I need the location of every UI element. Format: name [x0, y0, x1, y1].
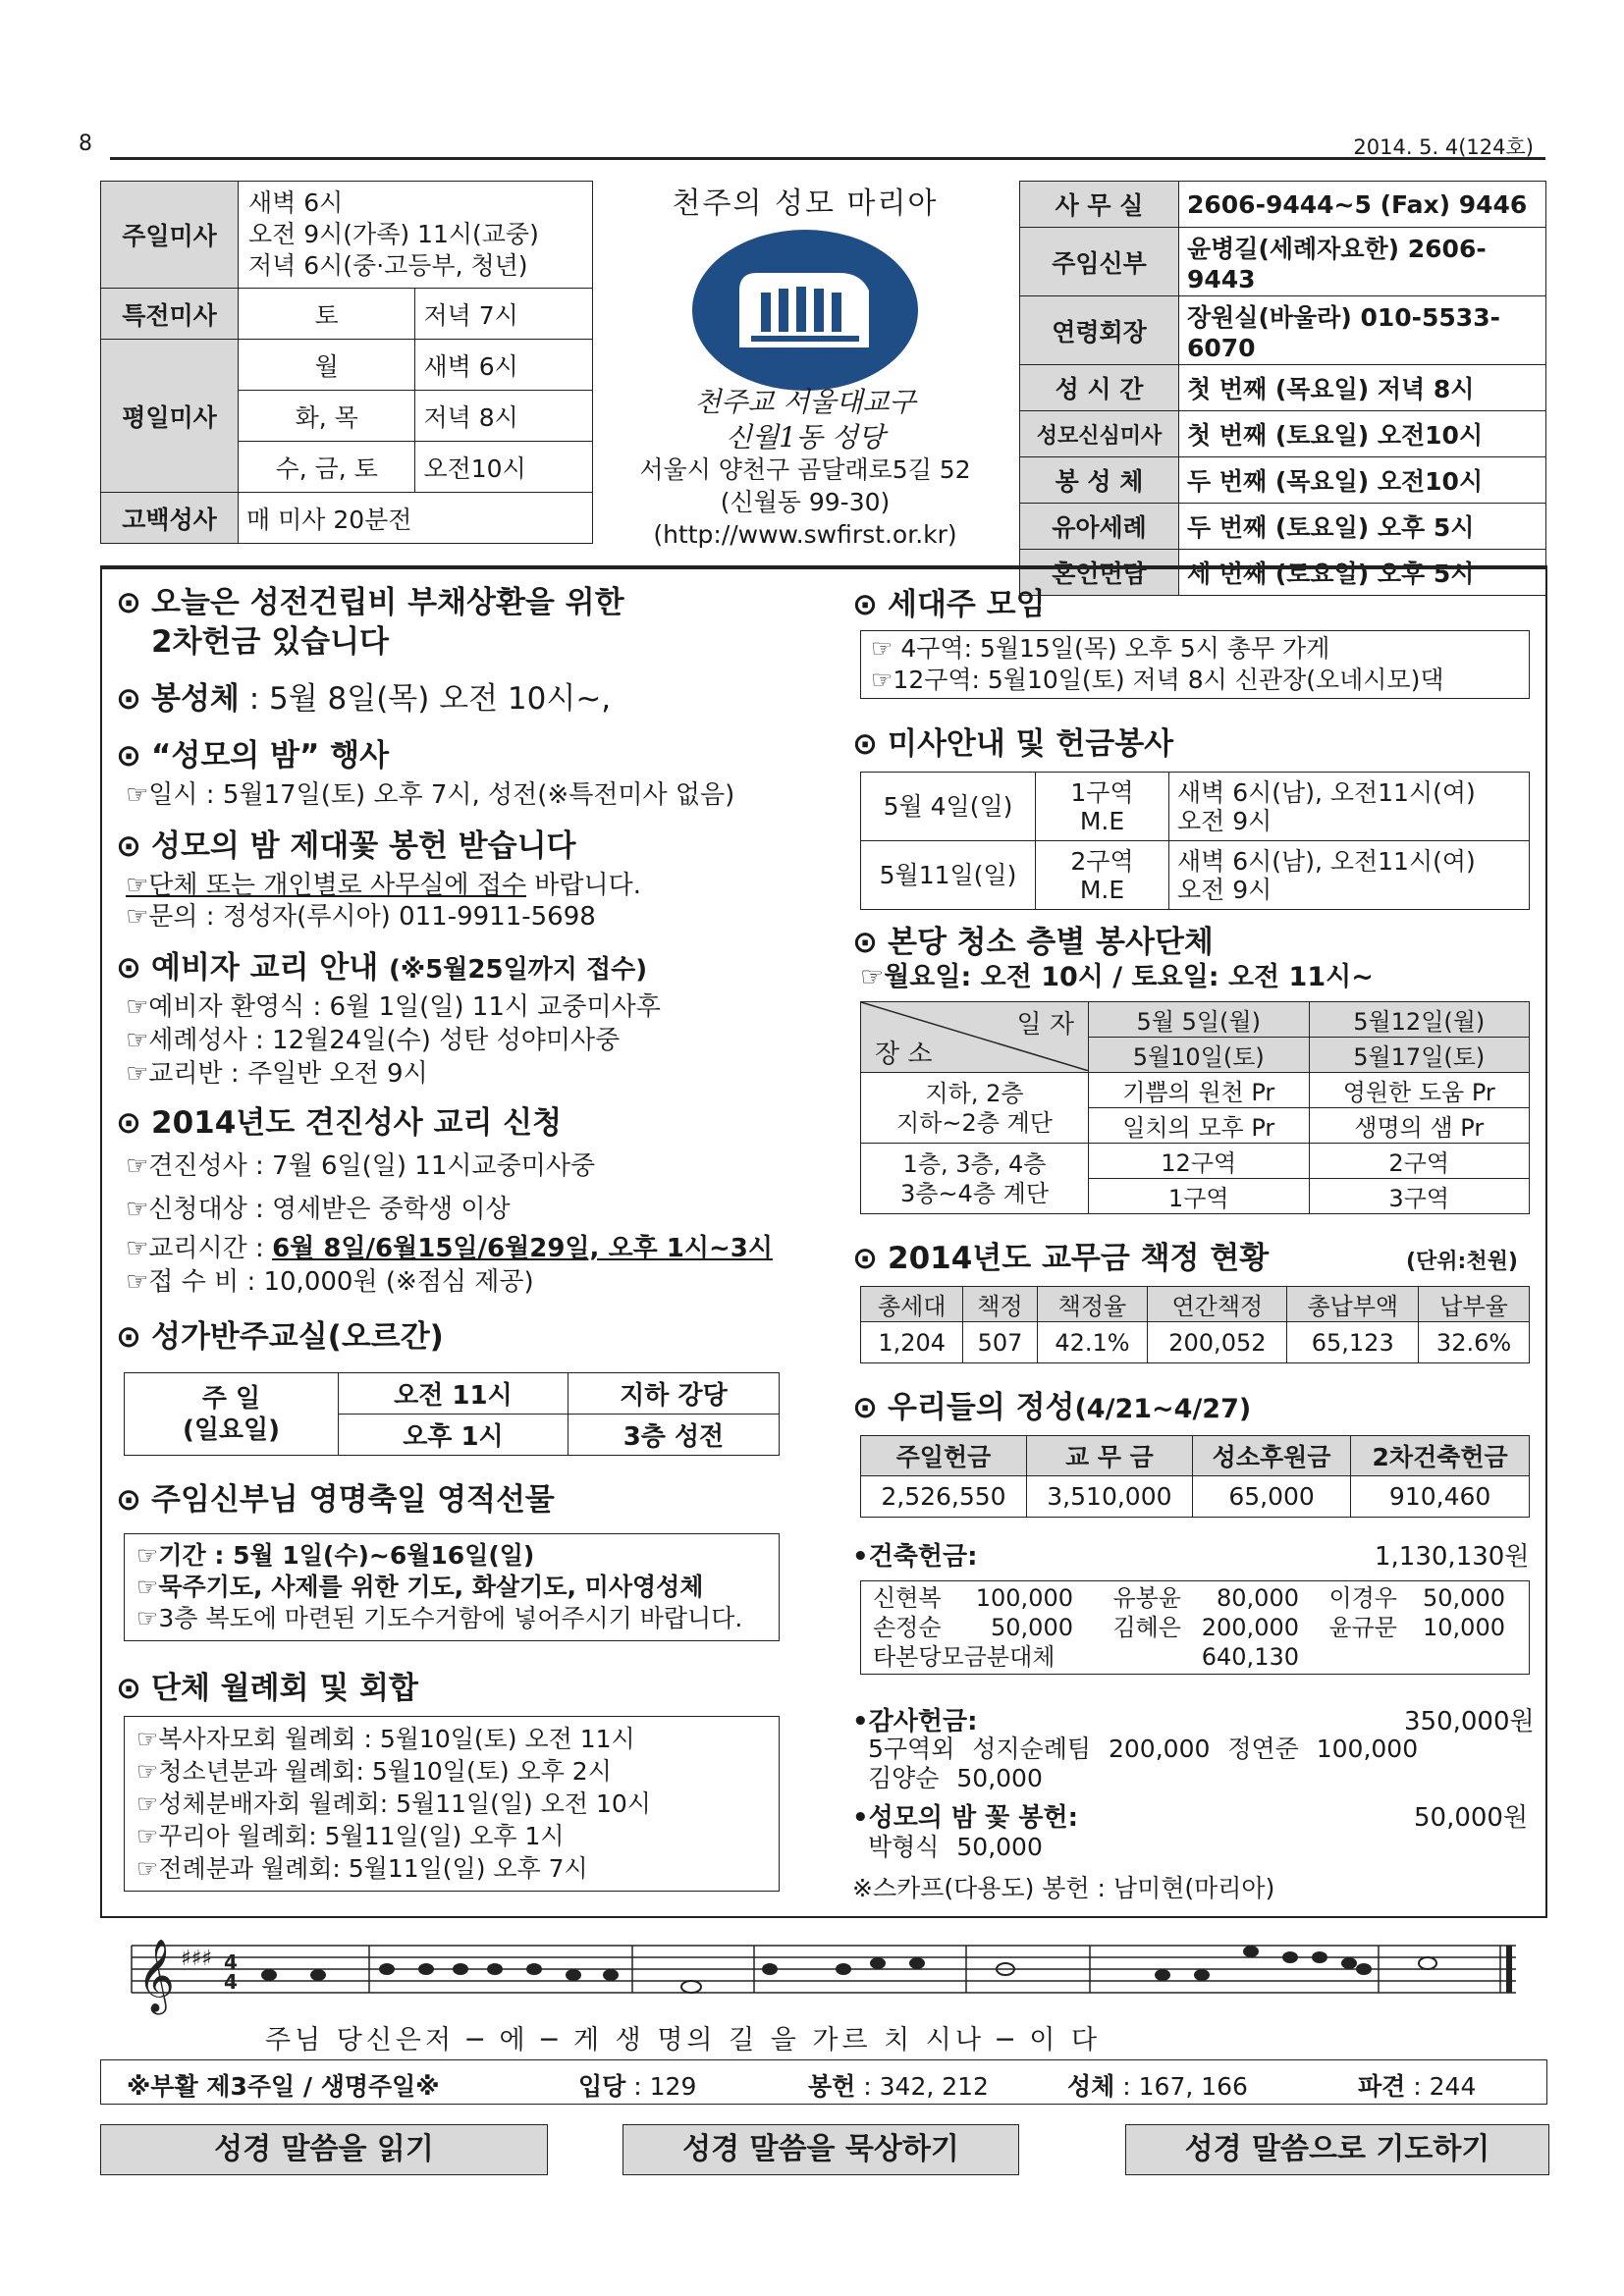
bullet-icon: ⊙	[852, 1241, 878, 1276]
notice-home-communion	[116, 679, 611, 719]
building-fund-label: •건축헌금:	[852, 1542, 978, 1572]
liturgical-week: ※부활 제3주일 / 생명주일※	[127, 2072, 440, 2101]
building-fund-total: 1,130,130원	[1375, 1542, 1530, 1572]
donor-name: 손정순	[873, 1614, 942, 1641]
may-night-datetime: ☞일시 : 5월17일(토) 오후 7시, 성전(※특전미사 없음)	[126, 780, 735, 810]
weekday-mass-day: 수, 금, 토	[239, 442, 415, 493]
building-fund-box	[860, 1580, 1530, 1675]
notice-title: 2차헌금 있습니다	[151, 624, 389, 660]
office-value: 첫 번째 (토요일) 오전10시	[1179, 411, 1546, 457]
notice-note: (※5월25일까지 접수)	[389, 955, 648, 985]
organ-day-sub: (일요일)	[182, 1415, 281, 1445]
donor-name: 이경우	[1328, 1584, 1397, 1612]
bullet-icon: ⊙	[852, 587, 878, 622]
offerings-header: 교 무 금	[1026, 1436, 1192, 1476]
dues-header: 연간책정	[1148, 1287, 1287, 1322]
office-label: 봉 성 체	[1020, 457, 1179, 504]
corner-date-label: 일 자	[1016, 1010, 1074, 1040]
notice-title: 주임신부님 영명축일 영적선물	[151, 1482, 555, 1518]
dues-value: 42.1%	[1037, 1322, 1148, 1363]
cleaning-table	[860, 1001, 1530, 1214]
bullet-icon: ⊙	[116, 681, 141, 717]
svg-text:4: 4	[224, 1970, 238, 1994]
notice-household-heads	[852, 585, 1046, 624]
donor-amount: 200,000	[1201, 1614, 1299, 1641]
bullet-icon: ⊙	[116, 1671, 141, 1706]
thanks-offering-total: 350,000원	[1404, 1707, 1535, 1736]
office-label: 성 시 간	[1020, 365, 1179, 411]
altar-flowers-underlined: ☞단체 또는 개인별로 사무실에 접수	[126, 871, 526, 900]
mass-schedule-table	[100, 181, 593, 544]
entrance-value: : 129	[625, 2072, 697, 2101]
offerings-header: 2차건축헌금	[1351, 1436, 1530, 1476]
organ-class-place: 3층 성전	[568, 1415, 779, 1456]
dues-value: 65,123	[1287, 1322, 1419, 1363]
donor-name: 유봉윤	[1112, 1584, 1181, 1612]
svg-text:♯♯♯: ♯♯♯	[181, 1947, 212, 1971]
offering-group: 1구역	[1070, 777, 1134, 807]
address-line: (신월동 99-30)	[720, 488, 891, 516]
parish-name: 신월1동 성당	[726, 421, 885, 454]
offerings-value: 65,000	[1192, 1476, 1350, 1518]
notice-organ-class	[116, 1317, 444, 1357]
dues-header: 총세대	[861, 1287, 963, 1322]
offering-group: 2구역	[1070, 846, 1134, 876]
catechumen-line: ☞교리반 : 주일반 오전 9시	[126, 1059, 428, 1089]
cleaning-group: 1구역	[1089, 1179, 1310, 1214]
household-line: ☞12구역: 5월10일(토) 저녁 8시 신관장(오네시모)댁	[871, 666, 1444, 694]
special-mass-time: 저녁 7시	[415, 289, 593, 340]
organ-class-table	[124, 1372, 780, 1456]
read-scripture-button[interactable]: 성경 말씀을 읽기	[100, 2124, 548, 2175]
dismissal-value: : 244	[1405, 2072, 1477, 2101]
offering-groups	[1036, 773, 1169, 841]
organ-class-time: 오전 11시	[339, 1373, 568, 1415]
meeting-line: ☞성체분배자회 월례회: 5월11일(일) 오전 10시	[136, 1789, 651, 1818]
place-line: 지하~2층 계단	[896, 1108, 1053, 1137]
confirmation-class-time	[126, 1233, 773, 1264]
communion-hymn	[1067, 2067, 1248, 2103]
notice-altar-flowers	[116, 827, 575, 866]
dues-value: 507	[963, 1322, 1037, 1363]
dues-header: 총납부액	[1287, 1287, 1419, 1322]
class-time-value: 6월 8일/6월15일/6월29일, 오후 1시~3시	[272, 1234, 773, 1263]
communion-label: 성체	[1067, 2072, 1115, 2101]
sheet-music	[122, 1926, 1532, 2024]
confirmation-line: ☞견진성사 : 7월 6일(일) 11시교중미사중	[126, 1151, 596, 1181]
donor-row	[873, 1613, 1517, 1642]
donor-name: 신현복	[873, 1584, 942, 1612]
office-label: 사 무 실	[1020, 182, 1179, 228]
office-value: 두 번째 (목요일) 오전10시	[1179, 457, 1546, 504]
meeting-line: ☞청소년분과 월례회: 5월10일(토) 오후 2시	[136, 1757, 612, 1786]
offerings-period: (4/21~4/27)	[1074, 1394, 1252, 1424]
notice-title: 본당 청소 층별 봉사단체	[888, 925, 1214, 960]
notice-title: 미사안내 및 헌금봉사	[888, 726, 1174, 762]
donor-amount: 640,130	[1201, 1643, 1299, 1671]
flower-offering-line: 박형식 50,000	[868, 1833, 1043, 1861]
organ-class-place: 지하 강당	[568, 1373, 779, 1415]
notice-title: “성모의 밤” 행사	[151, 738, 390, 774]
sunday-mass-label: 주일미사	[101, 182, 239, 289]
offering-group: M.E	[1079, 806, 1125, 835]
notice-title: 성가반주교실(오르간)	[151, 1319, 444, 1355]
donor-name: 김혜은	[1112, 1614, 1181, 1641]
spiritual-gift-box	[124, 1533, 780, 1641]
notice-confirmation	[116, 1103, 562, 1143]
entrance-hymn	[578, 2067, 696, 2103]
notice-title: 성모의 밤 제대꽃 봉헌 받습니다	[151, 828, 576, 864]
donor-row	[873, 1583, 1517, 1613]
meeting-line: ☞복사자모회 월례회 : 5월10일(토) 오전 11시	[136, 1725, 635, 1753]
notice-cleaning	[852, 923, 1214, 962]
offertory-hymn	[808, 2067, 989, 2103]
cleaning-corner	[861, 1002, 1089, 1073]
cleaning-date: 5월10일(토)	[1089, 1038, 1310, 1073]
donor-amount: 80,000	[1217, 1584, 1299, 1612]
offertory-label: 봉헌	[808, 2072, 856, 2101]
notice-title: 세대주 모임	[888, 587, 1046, 622]
office-value: 첫 번째 (목요일) 저녁 8시	[1179, 365, 1546, 411]
cleaning-group: 12구역	[1089, 1144, 1310, 1179]
bullet-icon: ⊙	[116, 1482, 141, 1518]
donor-name: 윤규문	[1328, 1614, 1397, 1641]
offerings-value: 2,526,550	[861, 1476, 1027, 1518]
gift-line: ☞묵주기도, 사제를 위한 기도, 화살기도, 미사영성체	[136, 1573, 704, 1601]
confession-label: 고백성사	[101, 493, 239, 544]
flower-offering-label: •성모의 밤 꽃 봉헌:	[852, 1803, 1078, 1833]
bullet-icon: ⊙	[116, 1105, 141, 1141]
cleaning-date: 5월12일(월)	[1309, 1002, 1530, 1038]
bullet-icon: ⊙	[116, 950, 141, 986]
notice-dues-status	[852, 1239, 1269, 1278]
gift-line: ☞기간 : 5월 1일(수)~6월16일(일)	[136, 1541, 535, 1570]
svg-text:4: 4	[224, 1950, 238, 1974]
office-value: 세 번째 (토요일) 오후 5시	[1179, 550, 1546, 596]
donor-amount: 50,000	[1423, 1584, 1505, 1612]
weekday-mass-day: 월	[239, 340, 415, 391]
cleaning-group: 3구역	[1309, 1179, 1530, 1214]
offerings-value: 3,510,000	[1026, 1476, 1192, 1518]
bullet-icon: ⊙	[116, 738, 141, 774]
church-address	[599, 454, 1011, 551]
hymn-lyrics: 주님 당신은저 ─ 에 ─ 게 생 명의 길 을 가르 치 시나 ─ 이 다	[265, 2025, 1102, 2056]
donor-row	[873, 1642, 1517, 1672]
notice-mass-offering	[852, 724, 1173, 764]
notice-second-collection	[116, 583, 624, 662]
altar-flowers-contact: ☞문의 : 정성자(루시아) 011-9911-5698	[126, 902, 596, 932]
notice-spiritual-gift	[116, 1480, 555, 1520]
special-mass-day: 토	[239, 289, 415, 340]
page-number: 8	[79, 132, 92, 156]
donor-amount: 10,000	[1423, 1614, 1505, 1641]
thanks-offering-line: 5구역외 성지순례팀 200,000 정연준 100,000	[868, 1735, 1419, 1763]
notice-catechumen	[116, 948, 647, 989]
weekday-mass-day: 화, 목	[239, 391, 415, 442]
altar-flowers-line	[126, 870, 641, 901]
website-link[interactable]: (http://www.swfirst.or.kr)	[653, 520, 957, 549]
offerings-header: 주일헌금	[861, 1436, 1027, 1476]
office-label: 주임신부	[1020, 228, 1179, 296]
dues-unit: (단위:천원)	[1406, 1250, 1518, 1274]
notice-may-night	[116, 736, 389, 775]
office-label: 성모신심미사	[1020, 411, 1179, 457]
household-heads-box	[860, 630, 1530, 699]
place-line: 1층, 3층, 4층	[902, 1149, 1047, 1178]
notice-group-meetings	[116, 1669, 418, 1708]
office-label: 연령회장	[1020, 296, 1179, 365]
meditate-scripture-button[interactable]: 성경 말씀을 묵상하기	[623, 2124, 1019, 2175]
sunday-mass-line: 새벽 6시	[248, 188, 344, 217]
notice-title: 2014년도 교무금 책정 현황	[888, 1241, 1270, 1276]
dismissal-hymn	[1358, 2067, 1476, 2103]
cleaning-group: 영원한 도움 Pr	[1309, 1073, 1530, 1108]
donor-amount: 50,000	[991, 1614, 1073, 1641]
dismissal-label: 파견	[1358, 2072, 1406, 2101]
gift-line: ☞3층 복도에 마련된 기도수거함에 넣어주시기 바랍니다.	[136, 1604, 743, 1632]
communion-value: : 167, 166	[1114, 2072, 1248, 2101]
offering-groups	[1036, 841, 1169, 910]
offering-times	[1169, 773, 1530, 841]
donor-name: 타본당모금분대체	[873, 1643, 1056, 1671]
organ-class-time: 오후 1시	[339, 1415, 568, 1456]
group-meetings-box	[124, 1716, 780, 1892]
catechumen-line: ☞세례성사 : 12월24일(수) 성탄 성야미사중	[126, 1026, 621, 1055]
donor-amount: 100,000	[975, 1584, 1073, 1612]
meeting-line: ☞꾸리아 월례회: 5월11일(일) 오후 1시	[136, 1822, 565, 1850]
cleaning-date: 5월 5일(월)	[1089, 1002, 1310, 1038]
bullet-icon: ⊙	[852, 1390, 878, 1425]
church-name-script	[609, 385, 1001, 455]
cleaning-place	[861, 1073, 1089, 1144]
office-value: 장원실(바울라) 010-5533-6070	[1179, 296, 1546, 365]
scarf-offering-line: ※스카프(다용도) 봉헌 : 남미현(마리아)	[852, 1874, 1275, 1902]
notice-title: 봉성체	[151, 681, 240, 717]
office-value: 윤병길(세례자요한) 2606-9443	[1179, 228, 1546, 296]
sunday-mass-line: 저녁 6시(중·고등부, 청년)	[248, 251, 528, 280]
thanks-offering-line: 김양순 50,000	[868, 1764, 1043, 1792]
confirmation-fee: ☞접 수 비 : 10,000원 (※점심 제공)	[126, 1267, 534, 1297]
notice-offerings	[852, 1388, 1251, 1429]
diocese-name: 천주교 서울대교구	[694, 386, 916, 418]
cleaning-group: 생명의 샘 Pr	[1309, 1108, 1530, 1144]
confirmation-line: ☞신청대상 : 영세받은 중학생 이상	[126, 1195, 511, 1224]
svg-text:𝄞: 𝄞	[137, 1940, 175, 2012]
weekday-mass-label: 평일미사	[101, 340, 239, 493]
altar-flowers-rest: 바랍니다.	[526, 871, 641, 900]
dues-header: 책정율	[1037, 1287, 1148, 1322]
weekday-mass-time: 새벽 6시	[415, 340, 593, 391]
dues-header: 납부율	[1419, 1287, 1530, 1322]
dues-table	[860, 1286, 1530, 1363]
class-time-label: ☞교리시간 :	[126, 1234, 273, 1263]
dues-value: 1,204	[861, 1322, 963, 1363]
offering-group: M.E	[1079, 875, 1125, 904]
entrance-label: 입당	[578, 2072, 626, 2101]
cleaning-date: 5월17일(토)	[1309, 1038, 1530, 1073]
notice-title: 오늘은 성전건립비 부채상환을 위한	[151, 585, 624, 620]
thanks-offering-label: •감사헌금:	[852, 1707, 978, 1736]
offerings-value: 910,460	[1351, 1476, 1530, 1518]
weekday-mass-time: 저녁 8시	[415, 391, 593, 442]
notice-text: : 5월 8일(목) 오전 10시~,	[239, 681, 612, 717]
cleaning-group: 2구역	[1309, 1144, 1530, 1179]
dues-value: 200,052	[1148, 1322, 1287, 1363]
cleaning-group: 기쁨의 원천 Pr	[1089, 1073, 1310, 1108]
weekday-mass-time: 오전10시	[415, 442, 593, 493]
offering-date: 5월11일(일)	[861, 841, 1036, 910]
notice-title: 2014년도 견진성사 교리 신청	[151, 1105, 563, 1141]
pray-scripture-button[interactable]: 성경 말씀으로 기도하기	[1125, 2124, 1549, 2175]
organ-class-day	[125, 1373, 339, 1456]
cleaning-group: 일치의 모후 Pr	[1089, 1108, 1310, 1144]
church-title: 천주의 성모 마리아	[672, 187, 939, 221]
bullet-icon: ⊙	[116, 828, 141, 864]
bullet-icon: ⊙	[116, 585, 141, 620]
offering-time: 새벽 6시(남), 오전11시(여)	[1177, 777, 1476, 807]
issue-date: 2014. 5. 4(124호)	[1353, 135, 1534, 159]
address-line: 서울시 양천구 곰달래로5길 52	[639, 455, 971, 484]
office-label: 유아세례	[1020, 504, 1179, 550]
household-line: ☞ 4구역: 5월15일(목) 오후 5시 총무 가게	[871, 634, 1330, 663]
organ-day-label: 주 일	[201, 1383, 261, 1414]
special-mass-label: 특전미사	[101, 289, 239, 340]
office-value: 2606-9444~5 (Fax) 9446	[1179, 182, 1546, 228]
catechumen-line: ☞예비자 환영식 : 6월 1일(일) 11시 교중미사후	[126, 992, 661, 1022]
place-line: 지하, 2층	[925, 1079, 1024, 1107]
confession-value: 매 미사 20분전	[239, 493, 593, 544]
office-label: 혼인면담	[1020, 550, 1179, 596]
notice-title: 단체 월례회 및 회합	[151, 1671, 418, 1706]
sunday-mass-line: 오전 9시(가족) 11시(교중)	[248, 220, 539, 248]
meeting-line: ☞전례분과 월례회: 5월11일(일) 오후 7시	[136, 1854, 588, 1883]
offering-time: 오전 9시	[1177, 806, 1272, 835]
bullet-icon: ⊙	[852, 726, 878, 762]
office-info-table	[1019, 181, 1546, 596]
dues-header: 책정	[963, 1287, 1037, 1322]
dues-value: 32.6%	[1419, 1322, 1530, 1363]
office-value: 두 번째 (토요일) 오후 5시	[1179, 504, 1546, 550]
church-logo	[692, 230, 918, 391]
offerings-table	[860, 1435, 1530, 1518]
liturgy-stats-bar	[100, 2059, 1547, 2105]
organ-icon	[692, 230, 918, 391]
offering-date: 5월 4일(일)	[861, 773, 1036, 841]
cleaning-schedule: ☞월요일: 오전 10시 / 토요일: 오전 11시~	[860, 962, 1374, 992]
header-rule	[110, 157, 1545, 160]
offerings-header: 성소후원금	[1192, 1436, 1350, 1476]
notice-title: 우리들의 정성	[888, 1390, 1075, 1425]
mass-offering-table	[860, 772, 1530, 910]
bullet-icon: ⊙	[116, 1319, 141, 1355]
bullet-icon: ⊙	[852, 925, 878, 960]
offertory-value: : 342, 212	[855, 2072, 989, 2101]
cleaning-place	[861, 1144, 1089, 1214]
sunday-mass-times	[239, 182, 593, 289]
notice-title: 예비자 교리 안내	[151, 950, 379, 986]
offering-time: 오전 9시	[1177, 875, 1272, 904]
flower-offering-total: 50,000원	[1414, 1803, 1529, 1833]
place-line: 3층~4층 계단	[899, 1179, 1049, 1207]
offering-times	[1169, 841, 1530, 910]
corner-place-label: 장 소	[875, 1040, 933, 1069]
offering-time: 새벽 6시(남), 오전11시(여)	[1177, 846, 1476, 876]
